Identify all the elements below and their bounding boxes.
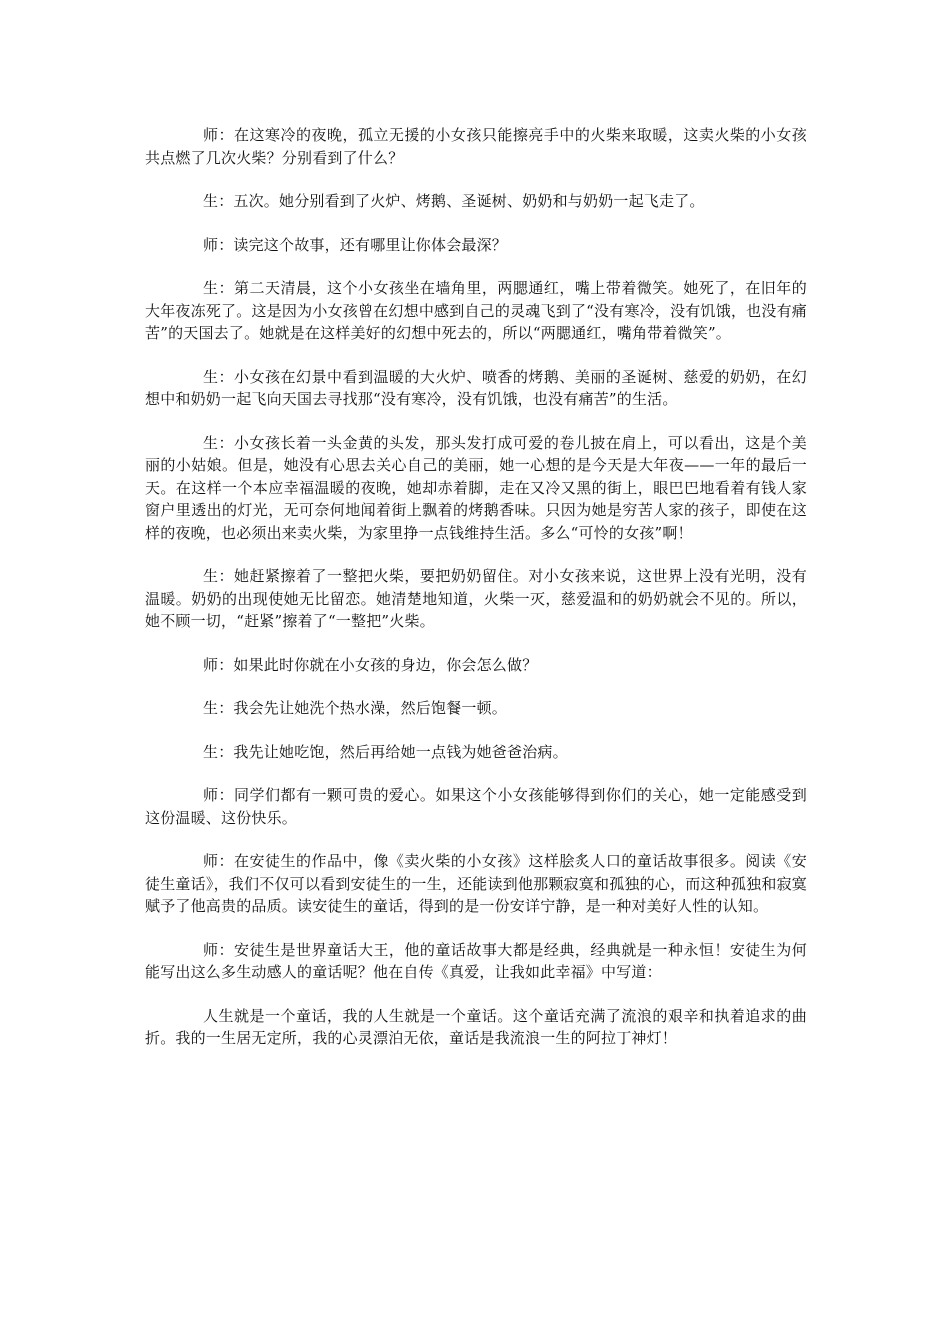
paragraph-student-hot-bath: 生：我会先让她洗个热水澡，然后饱餐一顿。 bbox=[203, 699, 508, 717]
paragraph-student-five-times: 生：五次。她分别看到了火炉、烤鹅、圣诞树、奶奶和与奶奶一起飞走了。 bbox=[203, 192, 705, 210]
paragraph-student-whole-bundle: 生：她赶紧擦着了一整把火柴，要把奶奶留住。对小女孩来说，这世界上没有光明，没有温暖。奶奶的出现使她无比留恋。她清楚地知道，火柴一灭，慈爱温和的奶奶就会不见的。所以，她不顾一切，“赶紧”擦着了“一整把”火柴。 bbox=[145, 567, 807, 630]
paragraph-student-feed-her: 生：我先让她吃饱，然后再给她一点钱为她爸爸治病。 bbox=[203, 742, 568, 761]
paragraph-quote-life-is-fairy-tale: 人生就是一个童话，我的人生就是一个童话。这个童话充满了流浪的艰辛和执着追求的曲折。我的一生居无定所，我的心灵漂泊无依，童话是我流浪一生的阿拉丁神灯！ bbox=[145, 1006, 807, 1047]
paragraph-teacher-kind-hearts: 师：同学们都有一颗可贵的爱心。如果这个小女孩能够得到你们的关心，她一定能感受到这份温暖、这份快乐。 bbox=[145, 786, 807, 827]
paragraph-teacher-andersen-autobiography: 师：安徒生是世界童话大王，他的童话故事大都是经典，经典就是一种永恒！安徒生为何能写出这么多生动感人的童话呢？他在自传《真爱，让我如此幸福》中写道： bbox=[145, 940, 807, 981]
paragraph-teacher-deepest-impression: 师：读完这个故事，还有哪里让你体会最深？ bbox=[203, 235, 508, 254]
paragraph-teacher-what-would-you-do: 师：如果此时你就在小女孩的身边，你会怎么做？ bbox=[203, 655, 538, 674]
paragraph-teacher-question-matches: 师：在这寒冷的夜晚，孤立无援的小女孩只能擦亮手中的火柴来取暖，这卖火柴的小女孩共点燃了几次火柴？分别看到了什么？ bbox=[145, 126, 807, 167]
paragraph-student-visions: 生：小女孩在幻景中看到温暖的大火炉、喷香的烤鹅、美丽的圣诞树、慈爱的奶奶，在幻想中和奶奶一起飞向天国去寻找那“没有寒冷，没有饥饿，也没有痛苦”的生活。 bbox=[145, 367, 807, 408]
document-body bbox=[145, 124, 807, 1071]
paragraph-student-next-morning: 生：第二天清晨，这个小女孩坐在墙角里，两腮通红，嘴上带着微笑。她死了，在旧年的大年夜冻死了。这是因为小女孩曾在幻想中感到自己的灵魂飞到了“没有寒冷，没有饥饿，也没有痛苦”的天国去了。她就是在这样美好的幻想中死去的，所以“两腮通红，嘴角带着微笑”。 bbox=[145, 279, 807, 342]
paragraph-student-golden-hair: 生：小女孩长着一头金黄的头发，那头发打成可爱的卷儿披在肩上，可以看出，这是个美丽的小姑娘。但是，她没有心思去关心自己的美丽，她一心想的是今天是大年夜——一年的最后一天。在这样一个本应幸福温暖的夜晚，她却赤着脚，走在又冷又黑的街上，眼巴巴地看着有钱人家窗户里透出的灯光，无可奈何地闻着街上飘着的烤鹅香味。只因为她是穷苦人家的孩子，即使在这样的夜晚，也必须出来卖火柴，为家里挣一点钱维持生活。多么“可怜的女孩”啊！ bbox=[145, 433, 807, 542]
paragraph-teacher-andersen-works: 师：在安徒生的作品中，像《卖火柴的小女孩》这样脍炙人口的童话故事很多。阅读《安徒生童话》，我们不仅可以看到安徒生的一生，还能读到他那颗寂寞和孤独的心，而这种孤独和寂寞赋予了他高贵的品质。读安徒生的童话，得到的是一份安详宁静，是一种对美好人性的认知。 bbox=[145, 852, 807, 915]
